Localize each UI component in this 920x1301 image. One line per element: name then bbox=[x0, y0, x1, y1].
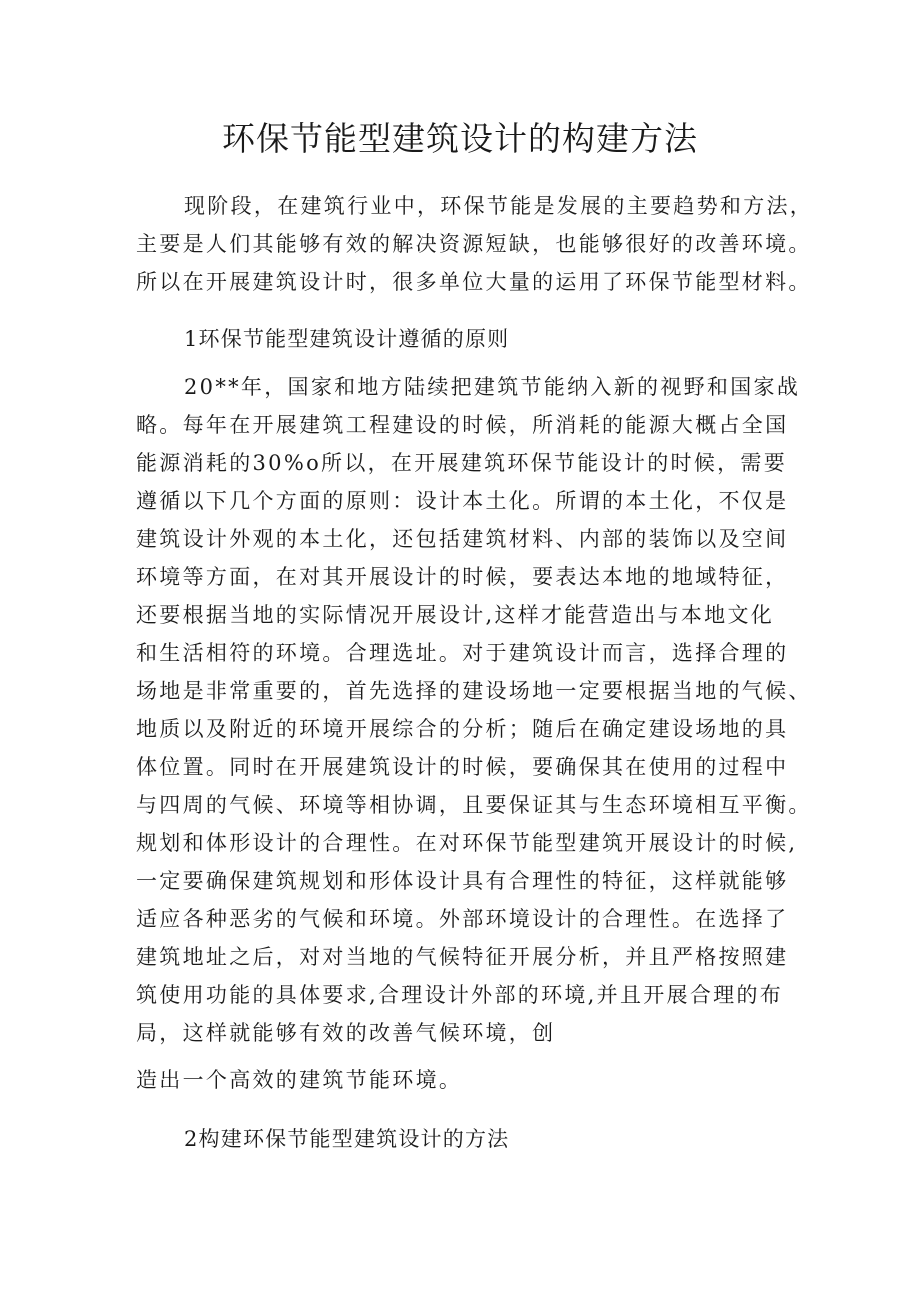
text-line: 场地是非常重要的，首先选择的建设场地一定要根据当地的气候、 bbox=[136, 679, 812, 703]
text-line: 体位置。同时在开展建筑设计的时候，要确保其在使用的过程中 bbox=[136, 755, 789, 779]
text-line: 20**年，国家和地方陆续把建筑节能纳入新的视野和国家战 bbox=[184, 375, 801, 399]
text-line: 建筑地址之后，对对当地的气候特征开展分析，并且严格按照建 bbox=[136, 945, 789, 969]
text-line: 建筑设计外观的本土化，还包括建筑材料、内部的装饰以及空间 bbox=[136, 527, 789, 551]
text-line: 造出一个高效的建筑节能环境。 bbox=[136, 1068, 463, 1092]
document-title: 环保节能型建筑设计的构建方法 bbox=[222, 119, 698, 158]
text-line: 还要根据当地的实际情况开展设计,这样才能营造出与本地文化 bbox=[136, 603, 775, 627]
text-line: 遵循以下几个方面的原则：设计本土化。所谓的本土化，不仅是 bbox=[136, 489, 789, 513]
text-line: 筑使用功能的具体要求,合理设计外部的环境,并且开展合理的布 bbox=[136, 983, 784, 1007]
text-line: 所以在开展建筑设计时，很多单位大量的运用了环保节能型材料。 bbox=[136, 270, 812, 294]
text-line: 主要是人们其能够有效的解决资源短缺，也能够很好的改善环境。 bbox=[136, 232, 812, 256]
section-heading: 2构建环保节能型建筑设计的方法 bbox=[184, 1127, 510, 1151]
text-line: 和生活相符的环境。合理选址。对于建筑设计而言，选择合理的 bbox=[136, 641, 789, 665]
text-line: 现阶段，在建筑行业中，环保节能是发展的主要趋势和方法， bbox=[184, 194, 814, 218]
text-line: 局，这样就能够有效的改善气候环境，创 bbox=[136, 1021, 556, 1045]
text-line: 与四周的气候、环境等相协调，且要保证其与生态环境相互平衡。 bbox=[136, 793, 812, 817]
text-line: 略。每年在开展建筑工程建设的时候，所消耗的能源大概占全国 bbox=[136, 413, 789, 437]
text-line: 地质以及附近的环境开展综合的分析；随后在确定建设场地的具 bbox=[136, 717, 789, 741]
text-line: 适应各种恶劣的气候和环境。外部环境设计的合理性。在选择了 bbox=[136, 907, 789, 931]
text-line: 环境等方面，在对其开展设计的时候，要表达本地的地域特征， bbox=[136, 565, 789, 589]
text-line: 一定要确保建筑规划和形体设计具有合理性的特征，这样就能够 bbox=[136, 869, 789, 893]
text-line: 规划和体形设计的合理性。在对环保节能型建筑开展设计的时候, bbox=[136, 831, 798, 855]
text-line: 能源消耗的30%o所以，在开展建筑环保节能设计的时候，需要 bbox=[136, 451, 788, 475]
section-heading: 1环保节能型建筑设计遵循的原则 bbox=[184, 327, 510, 351]
